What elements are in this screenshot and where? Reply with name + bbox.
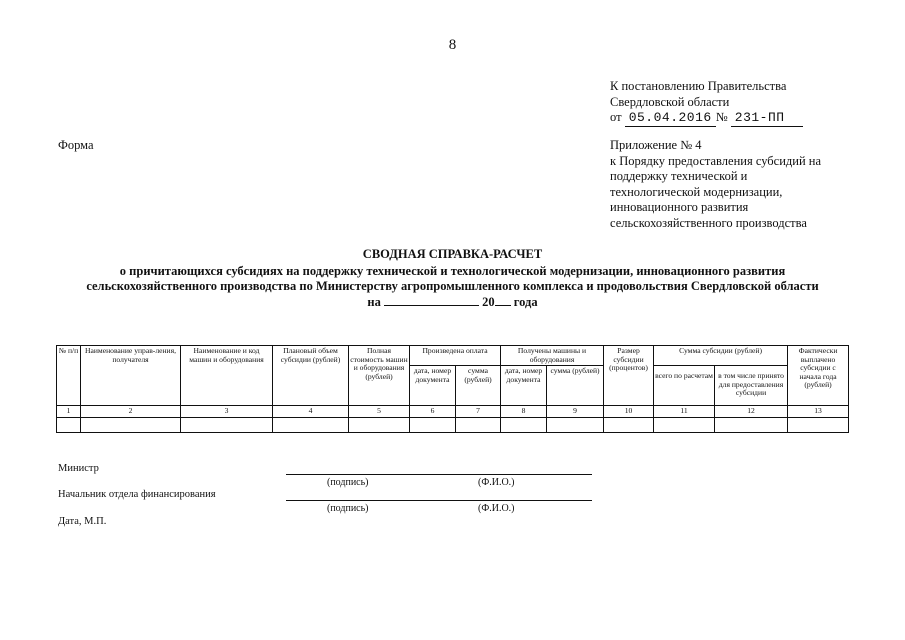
period-year-blank xyxy=(495,294,511,306)
minister-name-caption: (Ф.И.О.) xyxy=(478,477,515,488)
header-received-sum: сумма (рублей) xyxy=(547,366,604,406)
heading-period xyxy=(20,294,885,310)
decree-number-prefix: № xyxy=(715,110,728,124)
column-number: 7 xyxy=(456,406,501,418)
header-actual: Фактически выплачено субсидии с начала года (рублей) xyxy=(788,346,849,406)
header-subsidy: Сумма субсидии (рублей) xyxy=(654,346,788,366)
form-label: Форма xyxy=(58,138,94,152)
appendix-line: к Порядку предоставления субсидий на xyxy=(610,153,822,168)
column-number: 5 xyxy=(349,406,410,418)
heading-line-2: сельскохозяйственного производства по Министерству агропромышленного комплекса и продовольствия Свердловской области xyxy=(86,279,819,293)
document-heading xyxy=(20,247,885,310)
column-number: 11 xyxy=(654,406,715,418)
header-rate: Размер субсидии (процентов) xyxy=(604,346,654,406)
period-date-blank xyxy=(384,294,479,306)
header-subsidy-accepted: в том числе принято для предоставления субсидии xyxy=(715,366,788,406)
appendix-line: инновационного развития xyxy=(610,200,749,214)
column-number-row xyxy=(57,406,849,418)
column-number: 12 xyxy=(715,406,788,418)
column-number: 3 xyxy=(181,406,273,418)
column-number: 9 xyxy=(547,406,604,418)
decree-line-2: Свердловской области xyxy=(610,94,730,109)
decree-date: 05.04.2016 xyxy=(628,110,712,125)
decree-number: 231-ПП xyxy=(734,110,785,125)
subsidy-summary-table xyxy=(56,345,849,433)
appendix-title: Приложение № 4 xyxy=(610,138,702,152)
period-prefix: на xyxy=(367,295,381,309)
finance-head-label: Начальник отдела финансирования xyxy=(58,489,216,500)
header-subsidy-total: всего по расчетам xyxy=(654,366,715,406)
heading-line-1: о причитающихся субсидиях на поддержку технической и технологической модернизации, инновационного развития xyxy=(119,264,786,278)
appendix-block xyxy=(610,138,850,231)
decree-date-line xyxy=(610,110,803,127)
table-row xyxy=(57,418,849,433)
column-number: 8 xyxy=(501,406,547,418)
decree-line-1: К постановлению Правительства xyxy=(610,79,787,93)
appendix-line: поддержку технической и xyxy=(610,169,748,183)
column-number: 10 xyxy=(604,406,654,418)
decree-date-prefix: от xyxy=(610,110,622,124)
header-received: Получены машины и оборудования xyxy=(501,346,604,366)
header-machine: Наименование и код машин и оборудования xyxy=(181,346,273,406)
header-paid: Произведена оплата xyxy=(410,346,501,366)
decree-reference xyxy=(610,79,803,127)
header-paid-doc: дата, номер документа xyxy=(410,366,456,406)
header-received-doc: дата, номер документа xyxy=(501,366,547,406)
column-number: 1 xyxy=(57,406,81,418)
finance-head-signature-caption: (подпись) xyxy=(327,503,369,514)
header-full-cost: Полная стоимость машин и оборудования (рублей) xyxy=(349,346,410,406)
period-suffix: года xyxy=(513,295,538,309)
document-title: СВОДНАЯ СПРАВКА-РАСЧЕТ xyxy=(362,247,543,261)
finance-head-signature-line xyxy=(286,500,592,501)
header-num: № п/п xyxy=(57,346,81,406)
column-number: 4 xyxy=(273,406,349,418)
column-number: 6 xyxy=(410,406,456,418)
header-paid-sum: сумма (рублей) xyxy=(456,366,501,406)
minister-signature-line xyxy=(286,474,592,475)
header-recipient: Наименование управ-ления, получателя xyxy=(81,346,181,406)
column-number: 2 xyxy=(81,406,181,418)
column-number: 13 xyxy=(788,406,849,418)
minister-label: Министр xyxy=(58,463,99,474)
header-planned: Плановый объем субсидии (рублей) xyxy=(273,346,349,406)
table-header-row xyxy=(57,346,849,366)
period-year: 20 xyxy=(482,295,495,309)
finance-head-name-caption: (Ф.И.О.) xyxy=(478,503,515,514)
appendix-line: сельскохозяйственного производства xyxy=(610,215,807,230)
page-number: 8 xyxy=(448,37,457,53)
minister-signature-caption: (подпись) xyxy=(327,477,369,488)
date-stamp-label: Дата, М.П. xyxy=(58,516,107,527)
appendix-line: технологической модернизации, xyxy=(610,184,783,199)
